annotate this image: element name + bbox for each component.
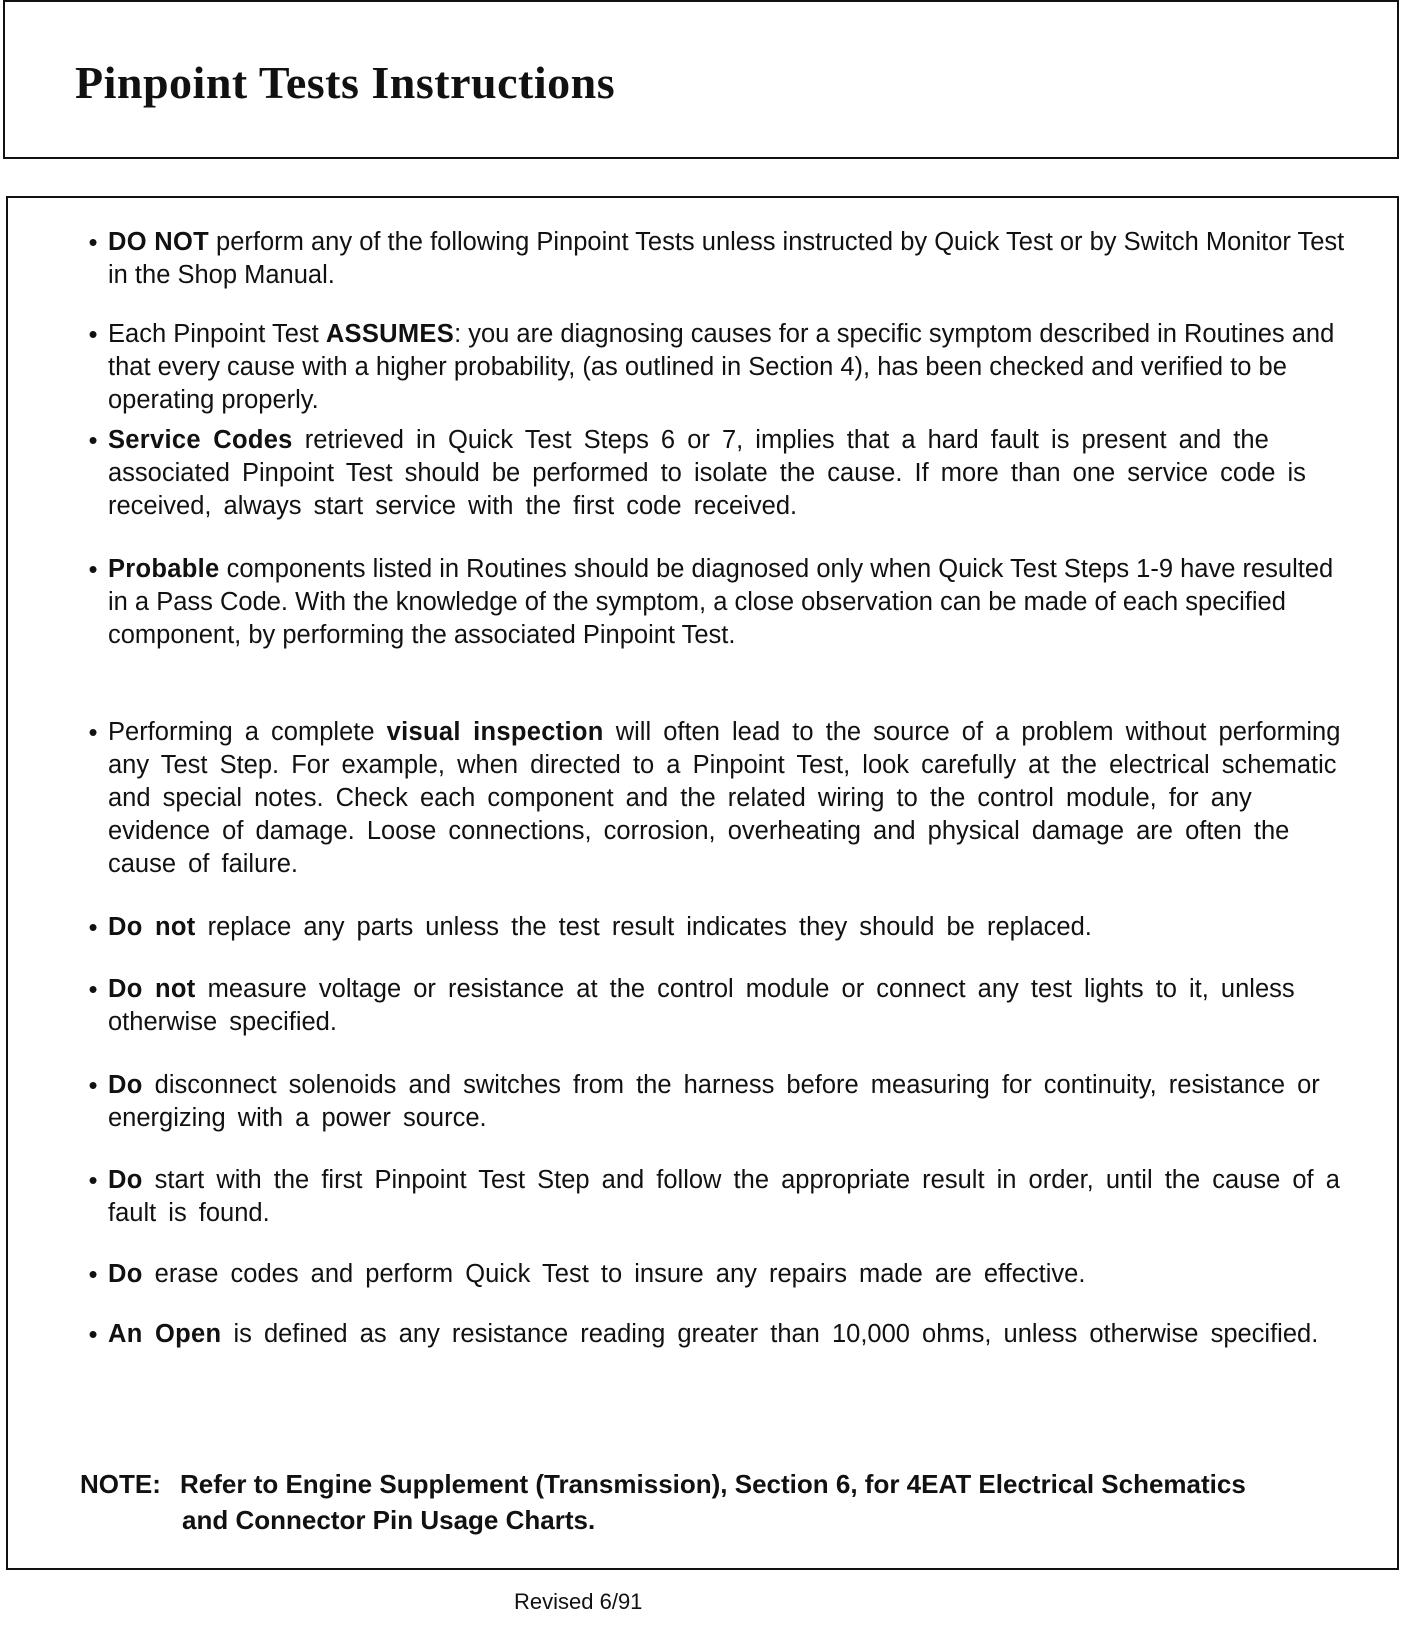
bullet-icon: • bbox=[88, 227, 98, 257]
instruction-item bbox=[72, 226, 1352, 292]
instruction-body: : you are diagnosing causes for a specific symptom described in Routines and that every cause with a higher probability, (as outlined in Section 4), has been checked and verified to be operating properly. bbox=[108, 320, 1335, 414]
instruction-body: replace any parts unless the test result indicates they should be replaced. bbox=[195, 913, 1092, 941]
instruction-text bbox=[108, 424, 1352, 523]
instruction-text bbox=[108, 1164, 1352, 1230]
instruction-prefix: Each Pinpoint Test bbox=[108, 320, 326, 348]
instruction-keyword: Do bbox=[108, 1071, 143, 1099]
bullet-icon: • bbox=[88, 974, 98, 1004]
instruction-body: measure voltage or resistance at the control module or connect any test lights to it, unless otherwise specified. bbox=[108, 975, 1295, 1036]
page-title: Pinpoint Tests Instructions bbox=[75, 57, 616, 108]
revision-footer: Revised 6/91 bbox=[514, 1589, 643, 1614]
bullet-icon: • bbox=[88, 1070, 98, 1100]
instruction-text bbox=[108, 226, 1352, 292]
instruction-prefix: Performing a complete bbox=[108, 718, 387, 746]
instruction-keyword: DO NOT bbox=[108, 228, 209, 256]
instruction-body: is defined as any resistance reading greater than 10,000 ohms, unless otherwise specified. bbox=[221, 1320, 1319, 1348]
instruction-item bbox=[72, 973, 1352, 1039]
bullet-icon: • bbox=[88, 717, 98, 747]
instruction-keyword: Service Codes bbox=[108, 426, 293, 454]
instruction-keyword: ASSUMES bbox=[325, 320, 455, 348]
instruction-text bbox=[108, 911, 1352, 944]
title-box bbox=[3, 0, 1399, 159]
bullet-icon: • bbox=[88, 554, 98, 584]
note-line1: Refer to Engine Supplement (Transmission), Section 6, for 4EAT Electrical Schematics bbox=[180, 1469, 1246, 1499]
instruction-item bbox=[72, 716, 1352, 881]
instruction-item bbox=[72, 1164, 1352, 1230]
instruction-text bbox=[108, 1069, 1352, 1135]
instruction-body: components listed in Routines should be diagnosed only when Quick Test Steps 1-9 have resulted in a Pass Code. With the knowledge of the symptom, a close observation can be made of each specified component, by performing the associated Pinpoint Test. bbox=[108, 555, 1334, 649]
instruction-body: start with the first Pinpoint Test Step and follow the appropriate result in order, until the cause of a fault is found. bbox=[108, 1166, 1340, 1227]
instruction-text bbox=[108, 716, 1352, 881]
bullet-icon: • bbox=[88, 1259, 98, 1289]
instruction-body: disconnect solenoids and switches from the harness before measuring for continuity, resistance or energizing with a power source. bbox=[108, 1071, 1320, 1132]
bullet-icon: • bbox=[88, 912, 98, 942]
instruction-keyword: An Open bbox=[108, 1320, 222, 1348]
instruction-keyword: Do bbox=[108, 1260, 143, 1288]
instruction-text bbox=[108, 1318, 1352, 1351]
instruction-item bbox=[72, 553, 1352, 652]
bullet-icon: • bbox=[88, 425, 98, 455]
bullet-icon: • bbox=[88, 1319, 98, 1349]
instruction-item bbox=[72, 1318, 1352, 1351]
instruction-item bbox=[72, 1069, 1352, 1135]
instruction-text bbox=[108, 1258, 1352, 1291]
instruction-body: perform any of the following Pinpoint Tests unless instructed by Quick Test or by Switch Monitor Test in the Shop Manual. bbox=[108, 228, 1345, 289]
instruction-text bbox=[108, 973, 1352, 1039]
instruction-item bbox=[72, 424, 1352, 523]
instruction-body: will often lead to the source of a problem without performing any Test Step. For example, when directed to a Pinpoint Test, look carefully at the electrical schematic and special notes. Check each component and the related wiring to the control module, for any evidence of damage. Loose connections, corrosion, overheating and physical damage are often the cause of failure. bbox=[108, 718, 1341, 878]
instruction-keyword: Probable bbox=[108, 555, 220, 583]
instruction-keyword: Do not bbox=[108, 913, 196, 941]
instruction-text bbox=[108, 553, 1352, 652]
bullet-icon: • bbox=[88, 319, 98, 349]
instruction-item bbox=[72, 318, 1352, 417]
note-block bbox=[80, 1466, 1340, 1538]
instruction-body: erase codes and perform Quick Test to insure any repairs made are effective. bbox=[142, 1260, 1086, 1288]
note-label: NOTE: bbox=[80, 1469, 161, 1499]
instruction-keyword: Do not bbox=[108, 975, 196, 1003]
instruction-text bbox=[108, 318, 1352, 417]
instruction-item bbox=[72, 1258, 1352, 1291]
instruction-keyword: visual inspection bbox=[386, 718, 604, 746]
note-line2: and Connector Pin Usage Charts. bbox=[182, 1505, 596, 1535]
instruction-item bbox=[72, 911, 1352, 944]
instruction-keyword: Do bbox=[108, 1166, 143, 1194]
bullet-icon: • bbox=[88, 1165, 98, 1195]
instruction-body: retrieved in Quick Test Steps 6 or 7, implies that a hard fault is present and the associated Pinpoint Test should be performed to isolate the cause. If more than one service code is received, always start service with the first code received. bbox=[108, 426, 1306, 520]
